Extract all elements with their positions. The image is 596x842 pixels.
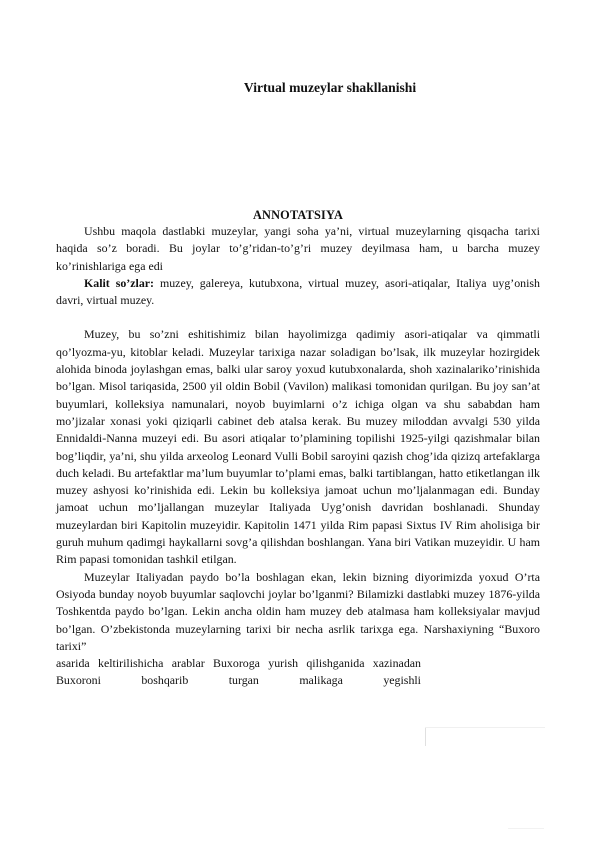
document-title: Virtual muzeylar shakllanishi xyxy=(243,80,417,95)
document-body xyxy=(56,223,540,690)
body-paragraph-1: Muzey, bu so’zni eshitishimiz bilan hayolimizga qadimiy asori-atiqalar va qimmatli qo’lyozma-yu, kitoblar keladi. Muzeylar tarixiga nazar soladigan bo’lsak, ilk muzeylar hozirgidek alohida binoda joylashgan emas, balki ular saroy yoxud kutubxonalarda, shoh xazinalariko’rinishida bo’lgan. Misol tariqasida, 2500 yil oldin Bobil (Vavilon) malikasi tomonidan qurilgan. Bu joy san’at buyumlari, kolleksiya namunalari, noyob buyimlarni o’z ichiga olgan va shu sababdan ham mo’jizalar xonasi yoki qiziqarli cabinet deb atalsa kerak. Bu muzey miloddan avvalgi 530 yilda Ennidaldi-Nanna muzeyi edi. Bu asori atiqalar to’plamining topilishi 1925-yilgi qazishmalar bilan bog’liqdir, ya’ni, shu yilda arxeolog Leonard Vulli Bobil saroyini qazish chog’ida qizizq artefaklarga duch keladi. Bu artefaktlar ma’lum buyumlar to’plami emas, balki tartiblangan, hatto etiketlangan ilk muzey ashyosi ko’rinishida edi. Lekin bu kolleksiya jamoat uchun mo’ljalanmagan edi. Bunday jamoat uchun mo’ljallangan muzeylar Italiyada Uyg’onish davridan boshlanadi. Shunday muzeylardan biri Kapitolin muzeyidir. Kapitolin 1471 yilda Rim papasi Sixtus IV Rim aholisiga bir guruh muhum qadimgi haykallarni sovg’a qilishdan boshlangan. Yana biri Vatikan muzeyidir. U ham Rim papasi tomonidan tashkil etilgan. xyxy=(56,327,540,567)
keywords-paragraph xyxy=(56,275,540,310)
body-paragraph-2-tail: asarida keltirilishicha arablar Buxoroga yurish qilishganida xazinadan Buxoroni boshqarib turgan malikaga yegishli xyxy=(56,656,421,688)
image-placeholder-border xyxy=(425,728,426,746)
annotation-heading: ANNOTATSIYA xyxy=(252,208,344,222)
footer-mark xyxy=(508,828,544,829)
image-placeholder-edge xyxy=(425,727,545,728)
body-paragraph-2: Muzeylar Italiyadan paydo bo’la boshlagan ekan, lekin bizning diyorimizda yoxud O’rta Osiyoda bunday noyob buyumlar saqlovchi joylar bo’lganmi? Bilamizki dastlabki muzey 1876-yilda Toshkentda paydo bo’lgan. Lekin ancha oldin ham muzey deb atalmasa ham kolleksiyalar mavjud bo’lgan. O’zbekistonda muzeylarning tarixi bir necha asrlik tarixga ega. Narshaxiyning “Buxoro tarixi” xyxy=(56,569,540,653)
annotation-paragraph: Ushbu maqola dastlabki muzeylar, yangi soha ya’ni, virtual muzeylarning qisqacha tarixi haqida so’z boradi. Bu joylar to’g’ridan-to’g’ri muzey deyilmasa ham, u barcha muzey ko’rinishlariga ega edi xyxy=(56,224,540,273)
keywords-label: Kalit so’zlar: xyxy=(84,275,155,290)
keywords-text: muzey, galereya, kutubxona, virtual muzey, asori-atiqalar, Italiya uyg’onish davri, virtual muzey. xyxy=(56,275,541,308)
